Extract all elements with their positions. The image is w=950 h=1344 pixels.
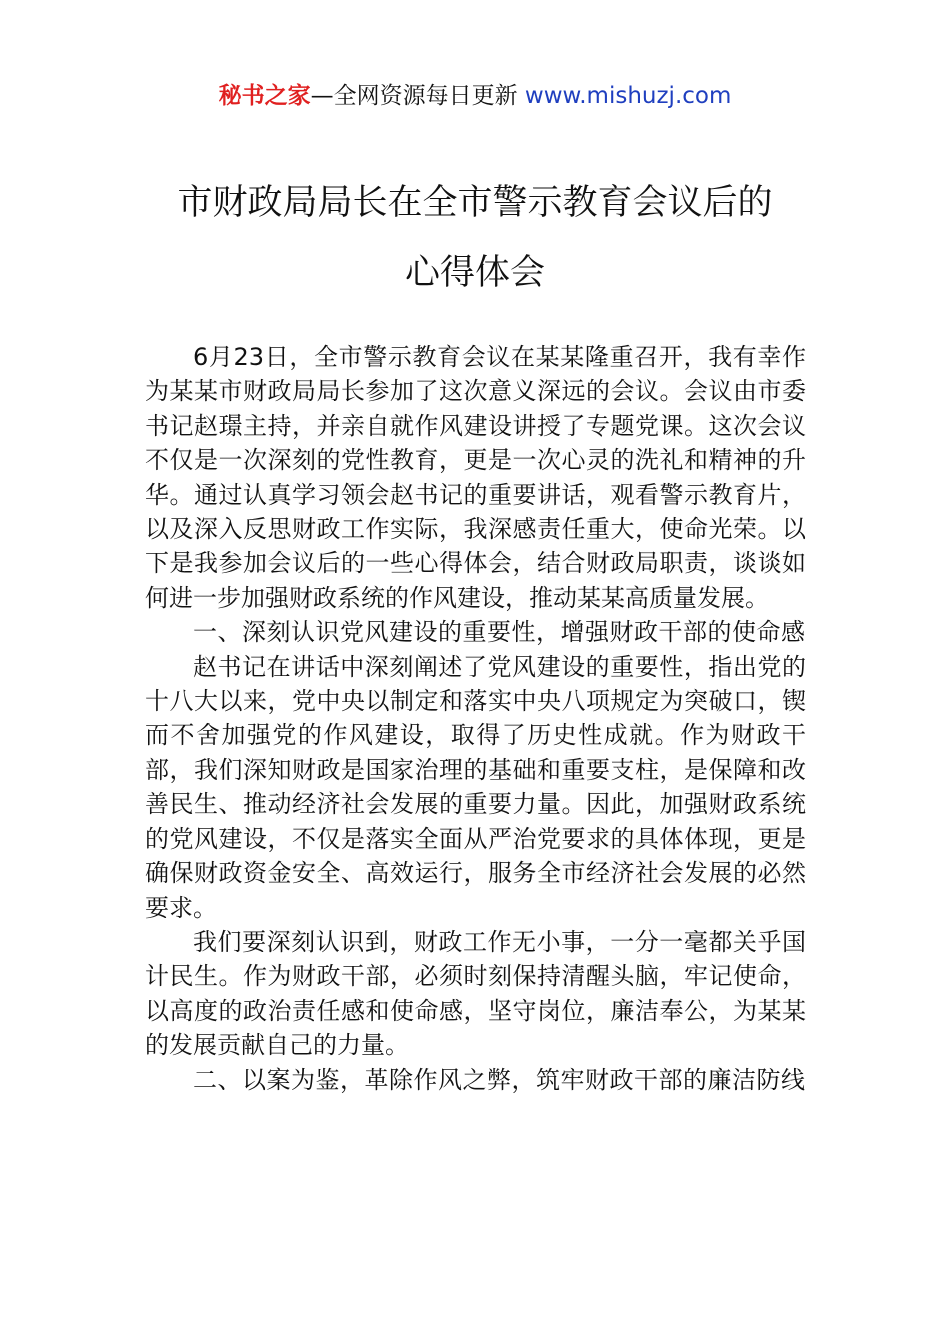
site-banner (0, 80, 950, 112)
section-heading-2: 二、以案为鉴，革除作风之弊，筑牢财政干部的廉洁防线 (193, 1065, 806, 1094)
paragraph-section-1: 赵书记在讲话中深刻阐述了党风建设的重要性，指出党的十八大以来，党中央以制定和落实中央八项规定为突破口，锲而不舍加强党的作风建设，取得了历史性成就。作为财政干部，我们深知财政是国家治理的基础和重要支柱，是保障和改善民生、推动经济社会发展的重要力量。因此，加强财政系统的党风建设，不仅是落实全面从严治党要求的具体体现，更是确保财政资金安全、高效运行，服务全市经济社会发展的必然要求。 (145, 652, 806, 922)
document-title (0, 168, 950, 308)
title-line-2: 心得体会 (404, 253, 545, 293)
title-line-1: 市财政局局长在全市警示教育会议后的 (177, 183, 773, 223)
section-heading-1: 一、深刻认识党风建设的重要性，增强财政干部的使命感 (193, 618, 806, 647)
paragraph-section-1-cont: 我们要深刻认识到，财政工作无小事，一分一毫都关乎国计民生。作为财政干部，必须时刻保持清醒头脑，牢记使命，以高度的政治责任感和使命感，坚守岗位，廉洁奉公，为某某的发展贡献自己的力量。 (145, 927, 806, 1060)
site-url-link[interactable]: www.mishuzj.com (524, 83, 732, 109)
site-tagline: —全网资源每日更新 (310, 83, 518, 109)
paragraph-intro: 6月23日，全市警示教育会议在某某隆重召开，我有幸作为某某市财政局局长参加了这次意义深远的会议。会议由市委书记赵璟主持，并亲自就作风建设讲授了专题党课。这次会议不仅是一次深刻的党性教育，更是一次心灵的洗礼和精神的升华。通过认真学习领会赵书记的重要讲话，观看警示教育片，以及深入反思财政工作实际，我深感责任重大，使命光荣。以下是我参加会议后的一些心得体会，结合财政局职责，谈谈如何进一步加强财政系统的作风建设，推动某某高质量发展。 (145, 343, 806, 612)
document-body (145, 340, 806, 1097)
site-brand: 秘书之家 (218, 83, 311, 109)
